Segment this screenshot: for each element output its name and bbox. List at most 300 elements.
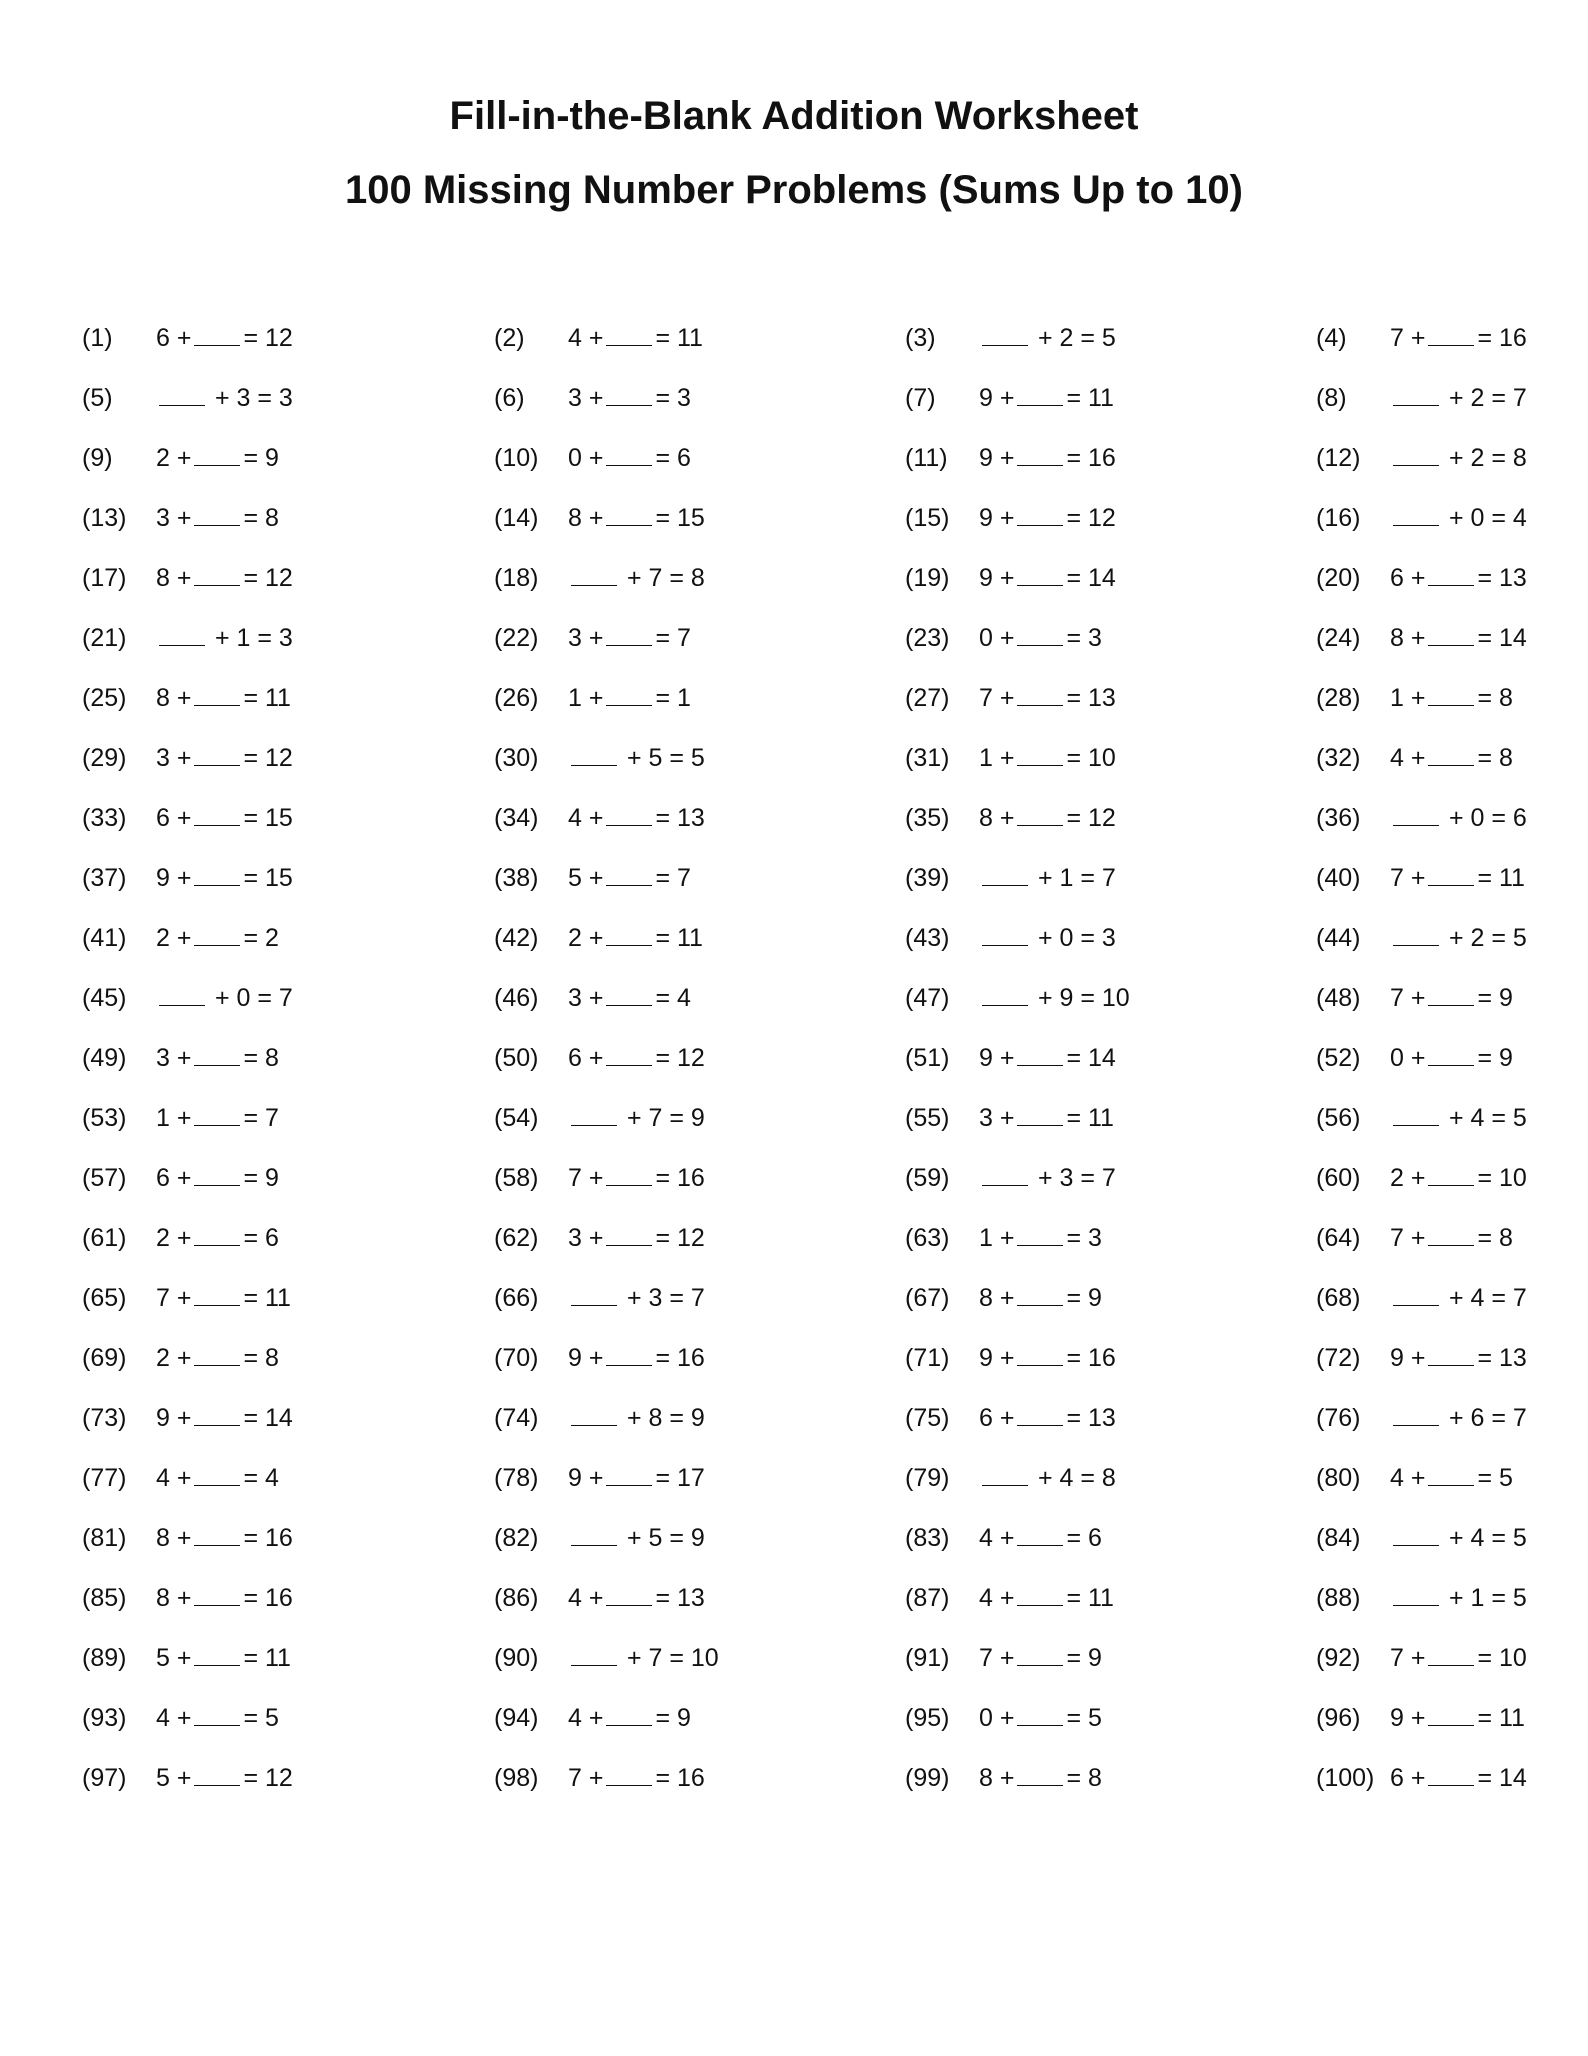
problem-equation: + 2 = 7 xyxy=(1390,368,1527,428)
problem-equation: + 1 = 3 xyxy=(156,608,293,668)
sum-value: 12 xyxy=(677,1224,705,1252)
problem-equation: 3 + = 12 xyxy=(568,1224,705,1252)
second-addend: 7 xyxy=(648,1104,663,1132)
first-addend: 8 xyxy=(156,564,170,592)
answer-blank[interactable] xyxy=(1017,644,1063,646)
answer-blank[interactable] xyxy=(1017,1724,1063,1726)
answer-blank[interactable] xyxy=(1428,1364,1474,1366)
problem-row xyxy=(0,1148,1588,1208)
problem-number: (55) xyxy=(905,1104,950,1132)
answer-blank[interactable] xyxy=(194,704,240,706)
answer-blank[interactable] xyxy=(1428,344,1474,346)
problem-equation: + 5 = 5 xyxy=(568,728,705,788)
problem-equation: 3 + = 11 xyxy=(979,1104,1114,1132)
answer-blank[interactable] xyxy=(159,1004,205,1006)
sum-value: 15 xyxy=(265,804,293,832)
first-addend: 3 xyxy=(156,744,170,772)
second-addend: 1 xyxy=(1059,864,1074,892)
answer-blank[interactable] xyxy=(194,1724,240,1726)
problem-equation: + 2 = 8 xyxy=(1390,428,1527,488)
problem-number: (98) xyxy=(494,1764,539,1792)
answer-blank[interactable] xyxy=(606,644,652,646)
answer-blank[interactable] xyxy=(1428,704,1474,706)
problem-number: (69) xyxy=(82,1344,127,1372)
answer-blank[interactable] xyxy=(194,1244,240,1246)
sum-value: 7 xyxy=(677,864,691,892)
answer-blank[interactable] xyxy=(1428,1064,1474,1066)
problem-number: (34) xyxy=(494,804,539,832)
problem-row xyxy=(0,1568,1588,1628)
problem-number: (21) xyxy=(82,624,127,652)
first-addend: 2 xyxy=(1390,1164,1404,1192)
sum-value: 10 xyxy=(1088,744,1116,772)
answer-blank[interactable] xyxy=(194,1544,240,1546)
answer-blank[interactable] xyxy=(194,1484,240,1486)
answer-blank[interactable] xyxy=(194,1604,240,1606)
problem-number: (24) xyxy=(1316,624,1361,652)
answer-blank[interactable] xyxy=(159,404,205,406)
problem-equation: 7 + = 10 xyxy=(1390,1644,1527,1672)
answer-blank[interactable] xyxy=(982,1484,1028,1486)
answer-blank[interactable] xyxy=(606,704,652,706)
first-addend: 8 xyxy=(568,504,582,532)
problem-row xyxy=(0,968,1588,1028)
second-addend: 0 xyxy=(236,984,251,1012)
answer-blank[interactable] xyxy=(571,584,617,586)
problem-number: (16) xyxy=(1316,504,1361,532)
problem-row xyxy=(0,668,1588,728)
problem-equation: + 2 = 5 xyxy=(979,308,1116,368)
first-addend: 9 xyxy=(1390,1704,1404,1732)
answer-blank[interactable] xyxy=(194,1304,240,1306)
answer-blank[interactable] xyxy=(194,1064,240,1066)
sum-value: 13 xyxy=(677,1584,705,1612)
answer-blank[interactable] xyxy=(982,344,1028,346)
answer-blank[interactable] xyxy=(606,884,652,886)
answer-blank[interactable] xyxy=(1017,584,1063,586)
problem-number: (73) xyxy=(82,1404,127,1432)
problem-equation: 2 + = 9 xyxy=(156,444,279,472)
sum-value: 13 xyxy=(1499,1344,1527,1372)
answer-blank[interactable] xyxy=(982,1004,1028,1006)
sum-value: 9 xyxy=(265,444,279,472)
sum-value: 11 xyxy=(1088,1104,1114,1132)
first-addend: 8 xyxy=(979,1764,993,1792)
problem-number: (15) xyxy=(905,504,950,532)
answer-blank[interactable] xyxy=(194,944,240,946)
problem-number: (99) xyxy=(905,1764,950,1792)
problem-equation: 6 + = 12 xyxy=(568,1044,705,1072)
problem-number: (23) xyxy=(905,624,950,652)
first-addend: 5 xyxy=(156,1644,170,1672)
second-addend: 2 xyxy=(1470,444,1485,472)
answer-blank[interactable] xyxy=(1017,464,1063,466)
answer-blank[interactable] xyxy=(606,1364,652,1366)
problem-number: (77) xyxy=(82,1464,127,1492)
sum-value: 16 xyxy=(1499,324,1527,352)
sum-value: 11 xyxy=(677,324,703,352)
problem-equation: 6 + = 14 xyxy=(1390,1764,1527,1792)
problem-number: (5) xyxy=(82,384,113,412)
answer-blank[interactable] xyxy=(571,1664,617,1666)
answer-blank[interactable] xyxy=(606,1484,652,1486)
sum-value: 16 xyxy=(677,1344,705,1372)
problem-number: (81) xyxy=(82,1524,127,1552)
problem-number: (10) xyxy=(494,444,539,472)
problem-number: (18) xyxy=(494,564,539,592)
second-addend: 1 xyxy=(236,624,251,652)
problem-number: (9) xyxy=(82,444,113,472)
sum-value: 14 xyxy=(1088,1044,1116,1072)
answer-blank[interactable] xyxy=(1428,644,1474,646)
problem-number: (87) xyxy=(905,1584,950,1612)
problem-equation: + 0 = 3 xyxy=(979,908,1116,968)
sum-value: 16 xyxy=(1088,1344,1116,1372)
answer-blank[interactable] xyxy=(606,1064,652,1066)
problem-number: (48) xyxy=(1316,984,1361,1012)
first-addend: 1 xyxy=(979,744,993,772)
first-addend: 6 xyxy=(1390,1764,1404,1792)
first-addend: 7 xyxy=(568,1164,582,1192)
problem-number: (79) xyxy=(905,1464,950,1492)
problem-equation: 9 + = 12 xyxy=(979,504,1116,532)
first-addend: 4 xyxy=(568,1584,582,1612)
first-addend: 7 xyxy=(979,684,993,712)
answer-blank[interactable] xyxy=(982,1184,1028,1186)
sum-value: 15 xyxy=(677,504,705,532)
sum-value: 15 xyxy=(265,864,293,892)
sum-value: 4 xyxy=(677,984,691,1012)
answer-blank[interactable] xyxy=(1017,1244,1063,1246)
sum-value: 3 xyxy=(1088,1224,1102,1252)
answer-blank[interactable] xyxy=(194,1124,240,1126)
answer-blank[interactable] xyxy=(606,1184,652,1186)
sum-value: 10 xyxy=(1499,1644,1527,1672)
sum-value: 12 xyxy=(1088,504,1116,532)
problem-equation: + 0 = 4 xyxy=(1390,488,1527,548)
first-addend: 3 xyxy=(568,624,582,652)
sum-value: 10 xyxy=(1499,1164,1527,1192)
answer-blank[interactable] xyxy=(194,1664,240,1666)
answer-blank[interactable] xyxy=(606,464,652,466)
answer-blank[interactable] xyxy=(1017,1064,1063,1066)
answer-blank[interactable] xyxy=(194,1424,240,1426)
answer-blank[interactable] xyxy=(1393,464,1439,466)
answer-blank[interactable] xyxy=(1017,764,1063,766)
worksheet-title: Fill-in-the-Blank Addition Worksheet xyxy=(449,94,1139,138)
problem-number: (53) xyxy=(82,1104,127,1132)
first-addend: 9 xyxy=(979,564,993,592)
problem-equation: 6 + = 15 xyxy=(156,804,293,832)
problem-number: (54) xyxy=(494,1104,539,1132)
sum-value: 16 xyxy=(677,1164,705,1192)
sum-value: 9 xyxy=(677,1704,691,1732)
answer-blank[interactable] xyxy=(606,524,652,526)
problem-number: (85) xyxy=(82,1584,127,1612)
sum-value: 1 xyxy=(677,684,691,712)
first-addend: 6 xyxy=(156,324,170,352)
problem-number: (63) xyxy=(905,1224,950,1252)
problem-equation: 1 + = 3 xyxy=(979,1224,1102,1252)
problem-equation: 0 + = 6 xyxy=(568,444,691,472)
answer-blank[interactable] xyxy=(606,1244,652,1246)
problem-equation: 3 + = 3 xyxy=(568,384,691,412)
sum-value: 11 xyxy=(265,1644,291,1672)
answer-blank[interactable] xyxy=(1017,1364,1063,1366)
problem-number: (44) xyxy=(1316,924,1361,952)
problem-equation: 9 + = 16 xyxy=(568,1344,705,1372)
problem-row xyxy=(0,608,1588,668)
second-addend: 7 xyxy=(648,1644,663,1672)
answer-blank[interactable] xyxy=(571,764,617,766)
answer-blank[interactable] xyxy=(1017,824,1063,826)
problem-number: (86) xyxy=(494,1584,539,1612)
answer-blank[interactable] xyxy=(1393,1544,1439,1546)
sum-value: 9 xyxy=(1499,984,1513,1012)
second-addend: 2 xyxy=(1059,324,1074,352)
problem-equation: 4 + = 13 xyxy=(568,804,705,832)
first-addend: 4 xyxy=(1390,1464,1404,1492)
problem-number: (2) xyxy=(494,324,525,352)
answer-blank[interactable] xyxy=(194,824,240,826)
sum-value: 8 xyxy=(265,504,279,532)
answer-blank[interactable] xyxy=(194,524,240,526)
problem-number: (40) xyxy=(1316,864,1361,892)
answer-blank[interactable] xyxy=(606,1784,652,1786)
first-addend: 9 xyxy=(156,864,170,892)
sum-value: 12 xyxy=(1088,804,1116,832)
first-addend: 3 xyxy=(568,984,582,1012)
problem-row xyxy=(0,848,1588,908)
sum-value: 9 xyxy=(690,1404,705,1432)
answer-blank[interactable] xyxy=(606,824,652,826)
answer-blank[interactable] xyxy=(1017,1124,1063,1126)
problem-number: (30) xyxy=(494,744,539,772)
problem-equation: + 2 = 5 xyxy=(1390,908,1527,968)
answer-blank[interactable] xyxy=(571,1304,617,1306)
sum-value: 14 xyxy=(1499,1764,1527,1792)
sum-value: 5 xyxy=(1088,1704,1102,1732)
sum-value: 12 xyxy=(265,564,293,592)
sum-value: 16 xyxy=(677,1764,705,1792)
answer-blank[interactable] xyxy=(194,764,240,766)
problem-number: (82) xyxy=(494,1524,539,1552)
answer-blank[interactable] xyxy=(1393,1424,1439,1426)
answer-blank[interactable] xyxy=(606,1604,652,1606)
sum-value: 9 xyxy=(1088,1284,1102,1312)
problem-row xyxy=(0,1628,1588,1688)
problem-row xyxy=(0,1088,1588,1148)
answer-blank[interactable] xyxy=(1017,1304,1063,1306)
answer-blank[interactable] xyxy=(1017,1544,1063,1546)
first-addend: 7 xyxy=(1390,1224,1404,1252)
second-addend: 0 xyxy=(1470,804,1485,832)
problem-row xyxy=(0,908,1588,968)
problem-number: (26) xyxy=(494,684,539,712)
answer-blank[interactable] xyxy=(1428,884,1474,886)
problem-equation: 9 + = 14 xyxy=(979,1044,1116,1072)
sum-value: 16 xyxy=(265,1584,293,1612)
first-addend: 2 xyxy=(156,1344,170,1372)
problem-equation: + 4 = 5 xyxy=(1390,1508,1527,1568)
first-addend: 9 xyxy=(1390,1344,1404,1372)
first-addend: 1 xyxy=(568,684,582,712)
sum-value: 8 xyxy=(1512,444,1527,472)
answer-blank[interactable] xyxy=(571,1544,617,1546)
answer-blank[interactable] xyxy=(194,1784,240,1786)
sum-value: 5 xyxy=(1512,1524,1527,1552)
answer-blank[interactable] xyxy=(606,404,652,406)
problem-number: (25) xyxy=(82,684,127,712)
answer-blank[interactable] xyxy=(194,884,240,886)
sum-value: 12 xyxy=(265,744,293,772)
sum-value: 3 xyxy=(278,624,293,652)
answer-blank[interactable] xyxy=(1428,1484,1474,1486)
problem-number: (92) xyxy=(1316,1644,1361,1672)
answer-blank[interactable] xyxy=(1428,1724,1474,1726)
problem-equation: + 7 = 8 xyxy=(568,548,705,608)
sum-value: 8 xyxy=(1499,744,1513,772)
sum-value: 7 xyxy=(1512,1284,1527,1312)
first-addend: 3 xyxy=(156,1044,170,1072)
answer-blank[interactable] xyxy=(1393,524,1439,526)
first-addend: 1 xyxy=(1390,684,1404,712)
problem-number: (59) xyxy=(905,1164,950,1192)
problem-number: (66) xyxy=(494,1284,539,1312)
problem-number: (93) xyxy=(82,1704,127,1732)
answer-blank[interactable] xyxy=(1393,824,1439,826)
problem-equation: 9 + = 16 xyxy=(979,1344,1116,1372)
answer-blank[interactable] xyxy=(606,944,652,946)
sum-value: 10 xyxy=(690,1644,719,1672)
problem-equation: 7 + = 16 xyxy=(568,1764,705,1792)
problem-equation: 2 + = 10 xyxy=(1390,1164,1527,1192)
first-addend: 4 xyxy=(979,1584,993,1612)
problem-number: (96) xyxy=(1316,1704,1361,1732)
answer-blank[interactable] xyxy=(1017,404,1063,406)
sum-value: 5 xyxy=(1512,1584,1527,1612)
worksheet-subtitle: 100 Missing Number Problems (Sums Up to 10) xyxy=(345,168,1243,212)
answer-blank[interactable] xyxy=(194,584,240,586)
sum-value: 5 xyxy=(1101,324,1116,352)
first-addend: 4 xyxy=(156,1704,170,1732)
answer-blank[interactable] xyxy=(1428,1784,1474,1786)
answer-blank[interactable] xyxy=(1428,1184,1474,1186)
problem-equation: 9 + = 11 xyxy=(979,384,1114,412)
answer-blank[interactable] xyxy=(1017,524,1063,526)
second-addend: 1 xyxy=(1470,1584,1485,1612)
answer-blank[interactable] xyxy=(1393,1304,1439,1306)
problem-number: (70) xyxy=(494,1344,539,1372)
problem-equation: 8 + = 16 xyxy=(156,1524,293,1552)
problem-row xyxy=(0,368,1588,428)
sum-value: 13 xyxy=(1499,564,1527,592)
sum-value: 11 xyxy=(1088,384,1114,412)
second-addend: 4 xyxy=(1470,1524,1485,1552)
answer-blank[interactable] xyxy=(606,1004,652,1006)
problem-number: (11) xyxy=(905,444,948,472)
problem-equation: 2 + = 6 xyxy=(156,1224,279,1252)
sum-value: 5 xyxy=(1512,1104,1527,1132)
first-addend: 8 xyxy=(156,684,170,712)
answer-blank[interactable] xyxy=(1428,1004,1474,1006)
problem-row xyxy=(0,1688,1588,1748)
answer-blank[interactable] xyxy=(982,944,1028,946)
answer-blank[interactable] xyxy=(194,1364,240,1366)
answer-blank[interactable] xyxy=(1017,1424,1063,1426)
answer-blank[interactable] xyxy=(1393,404,1439,406)
answer-blank[interactable] xyxy=(1017,704,1063,706)
problem-number: (4) xyxy=(1316,324,1347,352)
problem-equation: 8 + = 8 xyxy=(979,1764,1102,1792)
sum-value: 3 xyxy=(1088,624,1102,652)
problem-equation: 6 + = 13 xyxy=(979,1404,1116,1432)
answer-blank[interactable] xyxy=(571,1424,617,1426)
answer-blank[interactable] xyxy=(194,464,240,466)
sum-value: 9 xyxy=(265,1164,279,1192)
sum-value: 14 xyxy=(265,1404,293,1432)
sum-value: 7 xyxy=(1101,864,1116,892)
answer-blank[interactable] xyxy=(1428,1244,1474,1246)
first-addend: 5 xyxy=(156,1764,170,1792)
first-addend: 3 xyxy=(568,384,582,412)
problem-equation: + 0 = 7 xyxy=(156,968,293,1028)
answer-blank[interactable] xyxy=(606,1724,652,1726)
answer-blank[interactable] xyxy=(1428,1664,1474,1666)
problem-number: (28) xyxy=(1316,684,1361,712)
answer-blank[interactable] xyxy=(194,1184,240,1186)
problem-equation: 8 + = 16 xyxy=(156,1584,293,1612)
first-addend: 3 xyxy=(156,504,170,532)
problem-row xyxy=(0,1208,1588,1268)
problem-number: (89) xyxy=(82,1644,127,1672)
problem-number: (32) xyxy=(1316,744,1361,772)
answer-blank[interactable] xyxy=(159,644,205,646)
first-addend: 0 xyxy=(979,624,993,652)
second-addend: 3 xyxy=(648,1284,663,1312)
answer-blank[interactable] xyxy=(982,884,1028,886)
answer-blank[interactable] xyxy=(1428,584,1474,586)
answer-blank[interactable] xyxy=(1017,1664,1063,1666)
first-addend: 6 xyxy=(156,804,170,832)
answer-blank[interactable] xyxy=(1428,764,1474,766)
problem-equation: 7 + = 11 xyxy=(156,1284,291,1312)
answer-blank[interactable] xyxy=(194,344,240,346)
answer-blank[interactable] xyxy=(1017,1604,1063,1606)
answer-blank[interactable] xyxy=(1393,944,1439,946)
first-addend: 4 xyxy=(1390,744,1404,772)
answer-blank[interactable] xyxy=(1393,1124,1439,1126)
problem-number: (7) xyxy=(905,384,936,412)
answer-blank[interactable] xyxy=(571,1124,617,1126)
problem-row xyxy=(0,1028,1588,1088)
problem-number: (37) xyxy=(82,864,127,892)
second-addend: 0 xyxy=(1470,504,1485,532)
second-addend: 9 xyxy=(1059,984,1074,1012)
answer-blank[interactable] xyxy=(606,344,652,346)
sum-value: 11 xyxy=(265,1284,291,1312)
problem-equation: 9 + = 11 xyxy=(1390,1704,1525,1732)
problem-equation: + 1 = 7 xyxy=(979,848,1116,908)
answer-blank[interactable] xyxy=(1017,1784,1063,1786)
problem-grid xyxy=(0,308,1588,1808)
sum-value: 6 xyxy=(677,444,691,472)
problem-equation: 7 + = 16 xyxy=(568,1164,705,1192)
first-addend: 4 xyxy=(568,1704,582,1732)
sum-value: 7 xyxy=(278,984,293,1012)
answer-blank[interactable] xyxy=(1393,1604,1439,1606)
problem-number: (46) xyxy=(494,984,539,1012)
